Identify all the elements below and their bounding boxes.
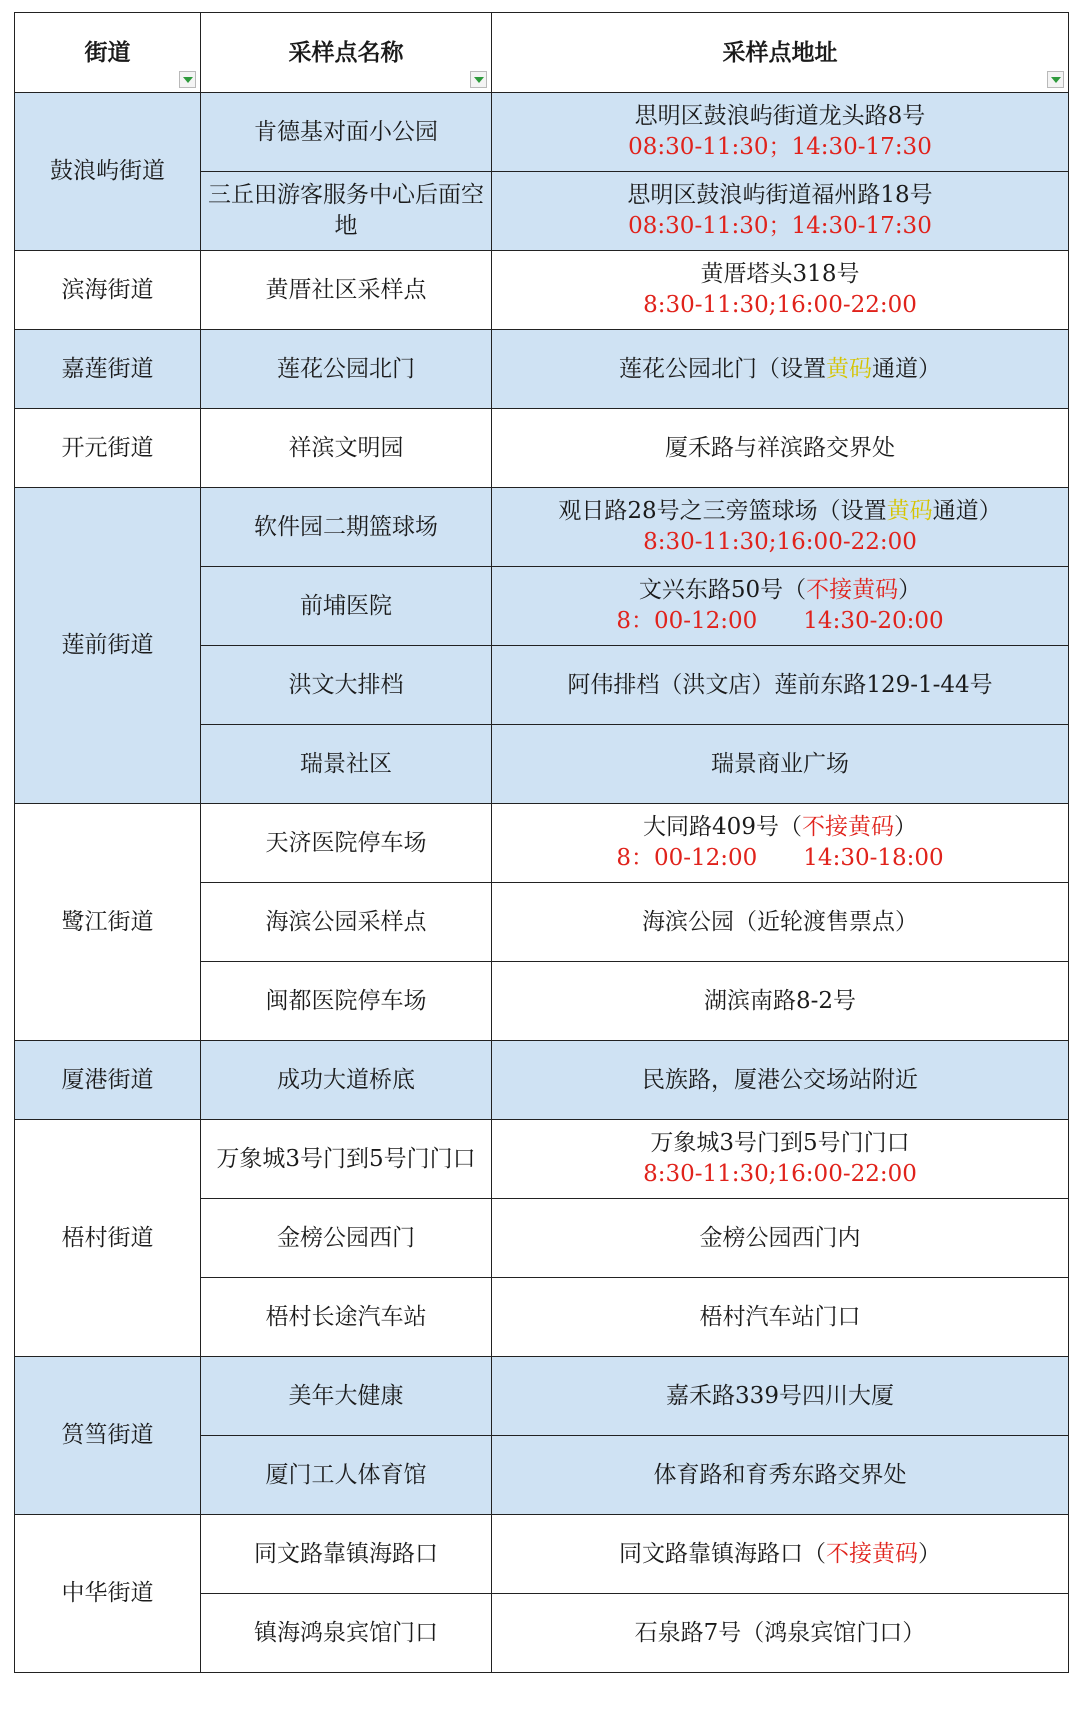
- address-text: 黄厝塔头318号: [700, 261, 860, 287]
- table-row: [15, 1515, 1069, 1594]
- street-cell: 鹭江街道: [15, 804, 201, 1041]
- header-site-name-label: 采样点名称: [288, 39, 404, 66]
- address-text: 思明区鼓浪屿街道龙头路8号: [634, 103, 926, 129]
- header-site-name: [201, 13, 492, 93]
- address-text: 同文路靠镇海路口（: [619, 1540, 826, 1567]
- site-address-cell: [492, 330, 1069, 409]
- hours-text: 08:30-11:30；14:30-17:30: [628, 213, 932, 239]
- site-address-cell: [492, 1120, 1069, 1199]
- site-name-cell: 黄厝社区采样点: [201, 251, 492, 330]
- site-name-cell: 厦门工人体育馆: [201, 1436, 492, 1515]
- filter-dropdown-icon[interactable]: [470, 71, 487, 88]
- site-address-cell: 石泉路7号（鸿泉宾馆门口）: [492, 1594, 1069, 1673]
- yellow-code-highlight: 黄码: [886, 498, 933, 524]
- site-name-cell: 闽都医院停车场: [201, 962, 492, 1041]
- site-name-cell: 莲花公园北门: [201, 330, 492, 409]
- table-row: [15, 488, 1069, 567]
- site-address-cell: 民族路，厦港公交场站附近: [492, 1041, 1069, 1120]
- site-name-cell: 万象城3号门到5号门门口: [201, 1120, 492, 1199]
- yellow-code-highlight: 黄码: [826, 355, 872, 382]
- hours-text: 8:30-11:30;16:00-22:00: [643, 529, 917, 555]
- site-address-cell: 海滨公园（近轮渡售票点）: [492, 883, 1069, 962]
- address-text: ）: [898, 577, 922, 603]
- header-street-label: 街道: [84, 39, 131, 66]
- table-row: [15, 251, 1069, 330]
- site-name-cell: 肯德基对面小公园: [201, 93, 492, 172]
- site-name-cell: 软件园二期篮球场: [201, 488, 492, 567]
- site-name-cell: 前埔医院: [201, 567, 492, 646]
- table-row: [15, 1120, 1069, 1199]
- site-address-cell: 瑞景商业广场: [492, 725, 1069, 804]
- site-name-cell: 瑞景社区: [201, 725, 492, 804]
- header-street: [15, 13, 201, 93]
- site-name-cell: 同文路靠镇海路口: [201, 1515, 492, 1594]
- site-name-cell: 三丘田游客服务中心后面空地: [201, 172, 492, 251]
- site-address-cell: 金榜公园西门内: [492, 1199, 1069, 1278]
- site-address-cell: 厦禾路与祥滨路交界处: [492, 409, 1069, 488]
- sampling-sites-table: [14, 12, 1069, 1673]
- site-address-cell: [492, 804, 1069, 883]
- no-yellow-code-note: 不接黄码: [806, 577, 899, 603]
- site-name-cell: 祥滨文明园: [201, 409, 492, 488]
- site-name-cell: 成功大道桥底: [201, 1041, 492, 1120]
- site-address-cell: [492, 172, 1069, 251]
- hours-text: 8:30-11:30;16:00-22:00: [643, 1161, 917, 1187]
- street-cell: 开元街道: [15, 409, 201, 488]
- site-name-cell: 美年大健康: [201, 1357, 492, 1436]
- site-name-cell: 洪文大排档: [201, 646, 492, 725]
- site-name-cell: 金榜公园西门: [201, 1199, 492, 1278]
- site-address-cell: [492, 251, 1069, 330]
- no-yellow-code-note: 不接黄码: [826, 1540, 918, 1567]
- table-row: [15, 93, 1069, 172]
- no-yellow-code-note: 不接黄码: [801, 814, 894, 840]
- hours-text: 08:30-11:30；14:30-17:30: [628, 134, 932, 160]
- site-address-cell: [492, 488, 1069, 567]
- filter-dropdown-icon[interactable]: [1047, 71, 1064, 88]
- address-text: 通道）: [872, 355, 941, 382]
- table-row: [15, 804, 1069, 883]
- address-text: 大同路409号（: [643, 814, 802, 840]
- table-row: [15, 330, 1069, 409]
- street-cell: 鼓浪屿街道: [15, 93, 201, 251]
- site-name-cell: 天济医院停车场: [201, 804, 492, 883]
- hours-text: 8：00-12:00 14:30-20:00: [616, 608, 944, 634]
- street-cell: 嘉莲街道: [15, 330, 201, 409]
- address-text: 思明区鼓浪屿街道福州路18号: [627, 182, 933, 208]
- header-site-address-label: 采样点地址: [722, 39, 838, 66]
- table-row: [15, 409, 1069, 488]
- site-address-cell: 嘉禾路339号四川大厦: [492, 1357, 1069, 1436]
- site-address-cell: [492, 93, 1069, 172]
- site-address-cell: [492, 1515, 1069, 1594]
- address-text: 通道）: [932, 498, 1002, 524]
- street-cell: 滨海街道: [15, 251, 201, 330]
- street-cell: 厦港街道: [15, 1041, 201, 1120]
- site-address-cell: [492, 567, 1069, 646]
- street-cell: 筼筜街道: [15, 1357, 201, 1515]
- hours-text: 8：00-12:00 14:30-18:00: [616, 845, 944, 871]
- hours-text: 8:30-11:30;16:00-22:00: [643, 292, 917, 318]
- site-name-cell: 海滨公园采样点: [201, 883, 492, 962]
- address-text: 万象城3号门到5号门门口: [650, 1130, 910, 1156]
- street-cell: 中华街道: [15, 1515, 201, 1673]
- site-address-cell: 梧村汽车站门口: [492, 1278, 1069, 1357]
- street-cell: 莲前街道: [15, 488, 201, 804]
- site-address-cell: 体育路和育秀东路交界处: [492, 1436, 1069, 1515]
- address-text: ）: [918, 1540, 941, 1567]
- table-row: [15, 1357, 1069, 1436]
- site-name-cell: 镇海鸿泉宾馆门口: [201, 1594, 492, 1673]
- site-address-cell: 湖滨南路8-2号: [492, 962, 1069, 1041]
- filter-dropdown-icon[interactable]: [179, 71, 196, 88]
- address-text: 观日路28号之三旁篮球场（设置: [558, 498, 887, 524]
- header-site-address: [492, 13, 1069, 93]
- street-cell: 梧村街道: [15, 1120, 201, 1357]
- site-name-cell: 梧村长途汽车站: [201, 1278, 492, 1357]
- header-row: [15, 13, 1069, 93]
- address-text: 莲花公园北门（设置: [619, 355, 826, 382]
- address-text: 文兴东路50号（: [638, 577, 807, 603]
- site-address-cell: 阿伟排档（洪文店）莲前东路129-1-44号: [492, 646, 1069, 725]
- table-row: [15, 1041, 1069, 1120]
- address-text: ）: [893, 814, 917, 840]
